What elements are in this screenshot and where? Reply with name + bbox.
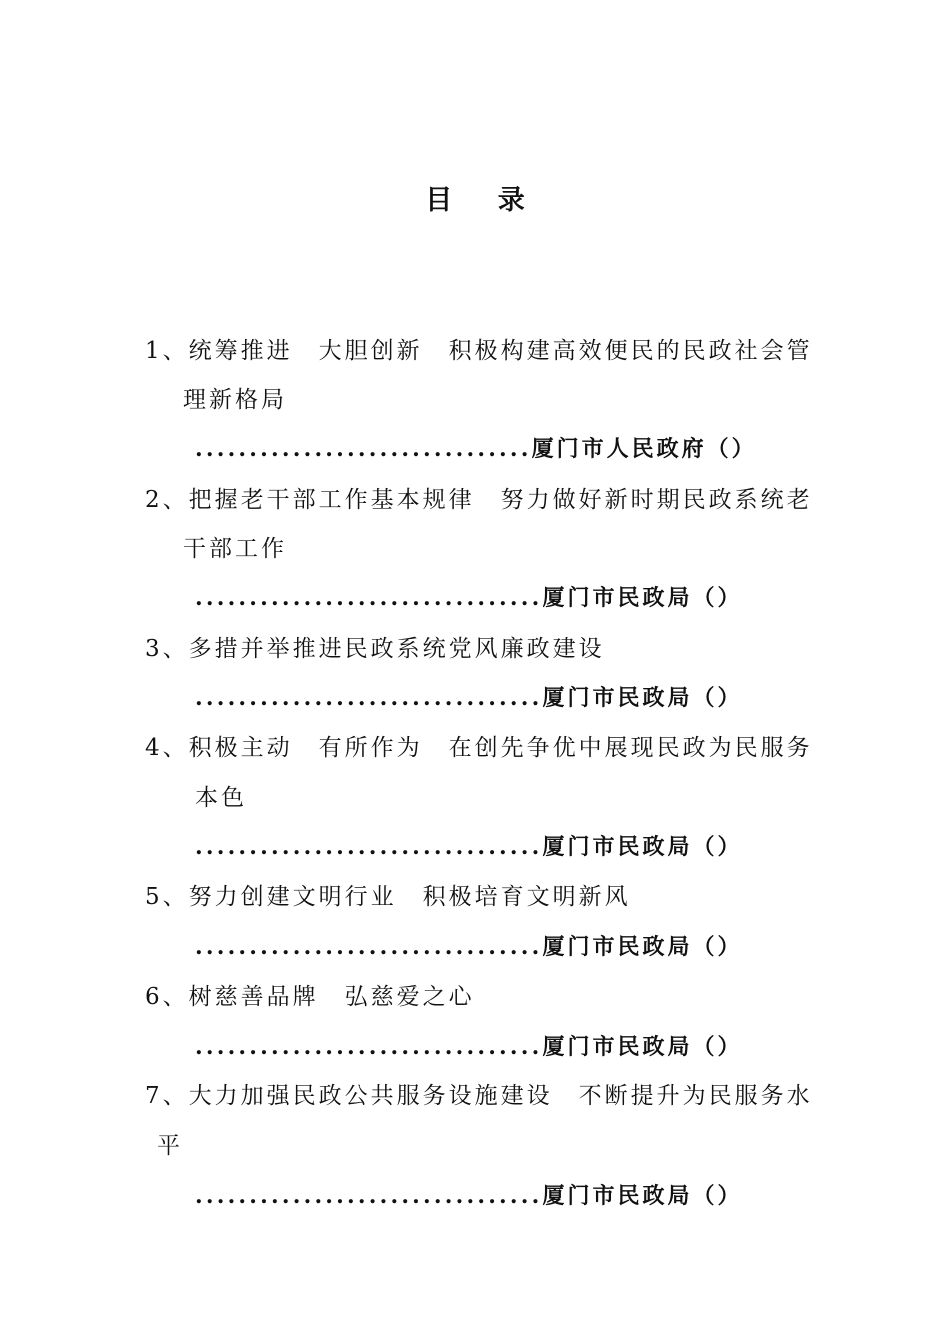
toc-entry-7-title-cont: 平 [157,1133,183,1159]
toc-entry-3-title: 3、多措并举推进民政系统党风廉政建设 [145,636,605,662]
toc-entry-2-title-cont: 干部工作 [183,536,287,562]
toc-entry-4-org: 厦门市民政局（） [542,834,743,860]
toc-entry-6-leader [195,1030,743,1065]
toc-entry-1-dots: ............................... [195,436,532,462]
toc-entry-5-title: 5、努力创建文明行业 积极培育文明新风 [145,884,631,910]
toc-entry-7-org: 厦门市民政局（） [542,1183,743,1209]
toc-entry-7-dots: ................................ [195,1183,543,1209]
toc-entry-3-leader [195,681,743,716]
toc-entry-4-leader [195,830,743,865]
toc-entry-1-leader [195,432,757,467]
toc-entry-1-org: 厦门市人民政府（） [531,436,757,462]
toc-entry-2-org: 厦门市民政局（） [542,585,743,611]
toc-entry-6-dots: ................................ [195,1034,543,1060]
toc-entry-5-leader [195,930,743,965]
toc-entry-3-dots: ................................ [195,685,543,711]
toc-entry-4-title-cont: 本色 [195,785,247,811]
toc-entry-5-org: 厦门市民政局（） [542,934,743,960]
toc-entry-2-title: 2、把握老干部工作基本规律 努力做好新时期民政系统老 [145,487,813,513]
toc-title: 目 录 [425,185,543,216]
toc-entry-2-dots: ................................ [195,585,543,611]
toc-entry-1-title-cont: 理新格局 [183,387,287,413]
toc-entry-6-org: 厦门市民政局（） [542,1034,743,1060]
toc-entry-6-title: 6、树慈善品牌 弘慈爱之心 [145,984,475,1010]
toc-entry-5-dots: ................................ [195,934,543,960]
toc-entry-2-leader [195,581,743,616]
toc-entry-7-leader [195,1179,743,1214]
toc-entry-4-title: 4、积极主动 有所作为 在创先争优中展现民政为民服务 [145,735,813,761]
toc-entry-1-title: 1、统筹推进 大胆创新 积极构建高效便民的民政社会管 [145,338,813,364]
toc-entry-3-org: 厦门市民政局（） [542,685,743,711]
toc-entry-4-dots: ................................ [195,834,543,860]
toc-entry-7-title: 7、大力加强民政公共服务设施建设 不断提升为民服务水 [145,1083,813,1109]
